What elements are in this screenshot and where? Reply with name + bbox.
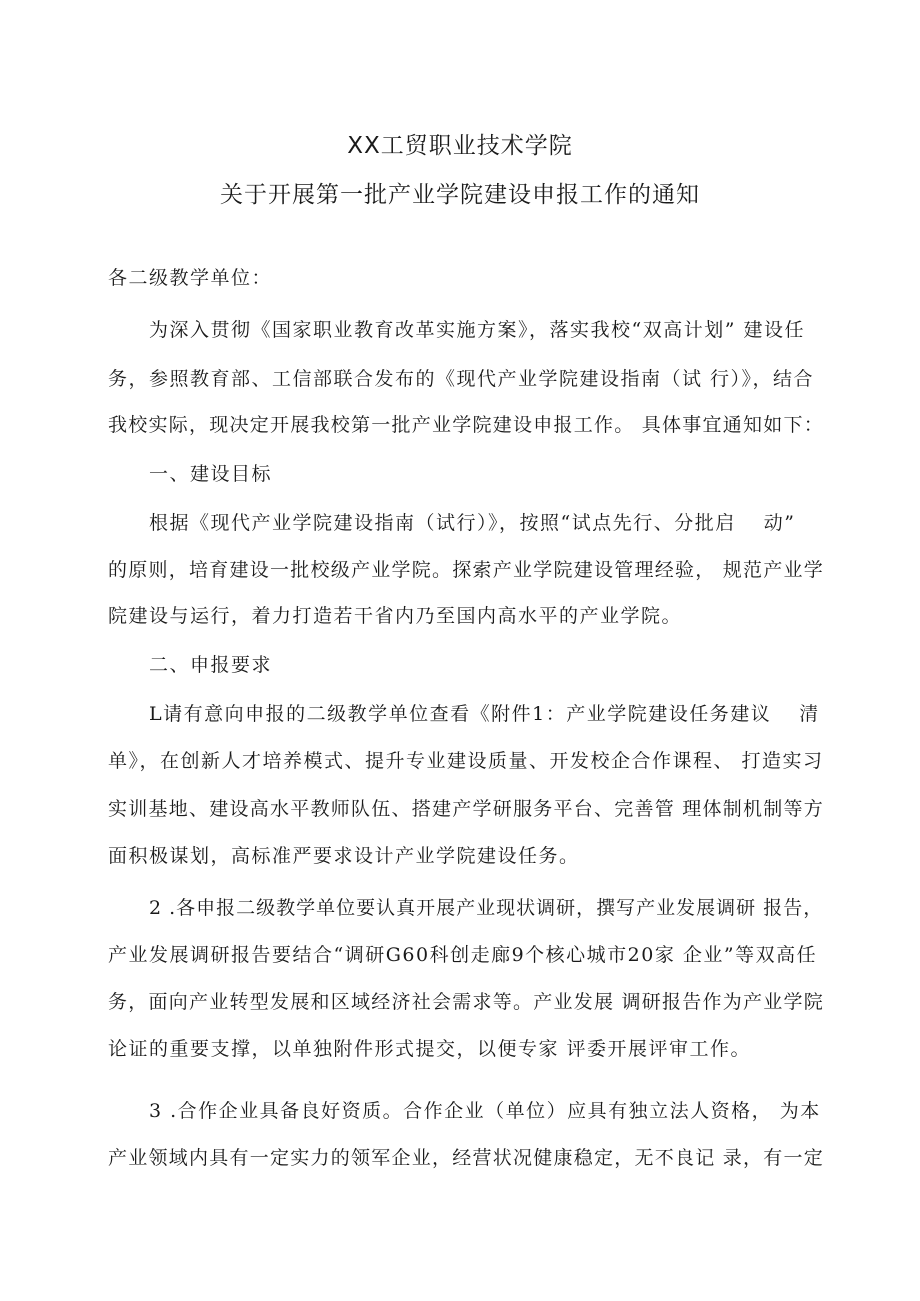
body-line: L请有意向申报的二级教学单位查看《附件1：产业学院建设任务建议 清 [149,703,820,725]
body-line: 为深入贯彻《国家职业教育改革实施方案》，落实我校“双高计划” 建设任 [149,319,805,341]
salutation: 各二级教学单位： [108,267,273,289]
body-line: 单》，在创新人才培养模式、提升专业建设质量、开发校企合作课程、 打造实习 [108,750,824,772]
body-line: 产业领域内具有一定实力的领军企业，经营状况健康稳定，无不良记 录，有一定 [108,1147,825,1169]
body-line: 务，面向产业转型发展和区域经济社会需求等。产业发展 调研报告作为产业学院 [108,991,825,1013]
body-line: 2 .各申报二级教学单位要认真开展产业现状调研，撰写产业发展调研 报告， [149,897,824,919]
body-line: 务，参照教育部、工信部联合发布的《现代产业学院建设指南（试 行）》，结合 [108,368,815,390]
body-line: 的原则，培育建设一批校级产业学院。探索产业学院建设管理经验， 规范产业学 [108,559,825,581]
body-line: 院建设与运行，着力打造若干省内乃至国内高水平的产业学院。 [108,605,683,627]
body-line: 我校实际，现决定开展我校第一批产业学院建设申报工作。 具体事宜通知如下： [108,414,825,436]
section-heading: 二、申报要求 [149,654,273,676]
section-heading: 一、建设目标 [149,463,273,485]
document-title-school: XX工贸职业技术学院 [347,133,573,159]
body-line: 面积极谋划，高标准严要求设计产业学院建设任务。 [108,845,580,867]
body-line: 实训基地、建设高水平教师队伍、搭建产学研服务平台、完善管 理体制机制等方 [108,798,825,820]
body-line: 论证的重要支撑，以单独附件形式提交，以便专家 评委开展评审工作。 [108,1038,752,1060]
document-title-notice: 关于开展第一批产业学院建设申报工作的通知 [220,182,700,208]
body-line: 产业发展调研报告要结合“调研G60科创走廊9个核心城市20家 企业”等双高任 [108,944,818,966]
body-line: 3 .合作企业具备良好资质。合作企业（单位）应具有独立法人资格， 为本 [149,1100,821,1122]
body-line: 根据《现代产业学院建设指南（试行）》，按照“试点先行、分批启 动” [149,512,796,534]
